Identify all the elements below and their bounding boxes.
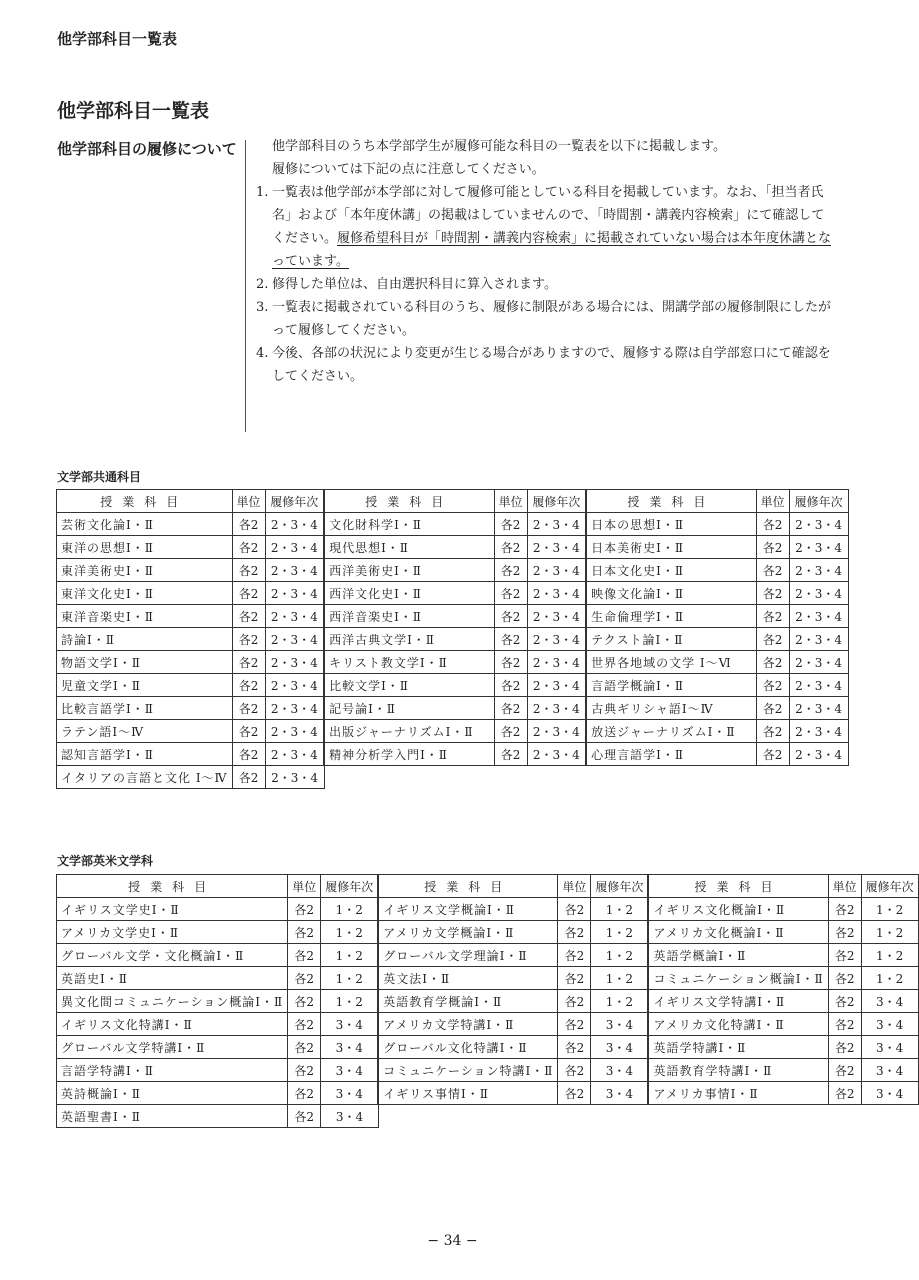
course-years: 3・4 bbox=[591, 1059, 649, 1082]
empty-cell bbox=[861, 1105, 918, 1128]
course-units: 各2 bbox=[756, 582, 789, 605]
course-units: 各2 bbox=[756, 605, 789, 628]
course-name: ラテン語Ⅰ〜Ⅳ bbox=[57, 720, 233, 743]
course-name: 英語聖書Ⅰ・Ⅱ bbox=[57, 1105, 288, 1128]
course-name: 精神分析学入門Ⅰ・Ⅱ bbox=[324, 743, 494, 766]
course-name: コミュニケーション概論Ⅰ・Ⅱ bbox=[648, 967, 828, 990]
course-units: 各2 bbox=[558, 1036, 591, 1059]
course-years: 2・3・4 bbox=[789, 720, 848, 743]
header-course: 授業科目 bbox=[586, 490, 756, 513]
course-units: 各2 bbox=[232, 697, 265, 720]
course-units: 各2 bbox=[232, 628, 265, 651]
course-name: イギリス文化概論Ⅰ・Ⅱ bbox=[648, 898, 828, 921]
course-name: グローバル文学理論Ⅰ・Ⅱ bbox=[378, 944, 558, 967]
course-units: 各2 bbox=[558, 921, 591, 944]
course-units: 各2 bbox=[756, 628, 789, 651]
course-name: 認知言語学Ⅰ・Ⅱ bbox=[57, 743, 233, 766]
table-row bbox=[57, 697, 849, 720]
course-units: 各2 bbox=[288, 1082, 321, 1105]
course-years: 2・3・4 bbox=[265, 674, 324, 697]
course-years: 1・2 bbox=[861, 967, 918, 990]
course-name: イタリアの言語と文化 Ⅰ〜Ⅳ bbox=[57, 766, 233, 789]
course-units: 各2 bbox=[494, 605, 527, 628]
course-name: 現代思想Ⅰ・Ⅱ bbox=[324, 536, 494, 559]
course-units: 各2 bbox=[232, 559, 265, 582]
course-units: 各2 bbox=[232, 582, 265, 605]
course-years: 3・4 bbox=[321, 1036, 379, 1059]
divider-line bbox=[245, 140, 246, 432]
header-years: 履修年次 bbox=[789, 490, 848, 513]
note-number: 2. bbox=[256, 277, 269, 292]
course-name: 東洋音楽史Ⅰ・Ⅱ bbox=[57, 605, 233, 628]
empty-cell bbox=[494, 766, 527, 789]
empty-cell bbox=[828, 1105, 861, 1128]
course-name: キリスト教文学Ⅰ・Ⅱ bbox=[324, 651, 494, 674]
course-years: 2・3・4 bbox=[527, 697, 586, 720]
course-units: 各2 bbox=[232, 536, 265, 559]
table-row bbox=[57, 898, 919, 921]
course-name: 東洋の思想Ⅰ・Ⅱ bbox=[57, 536, 233, 559]
course-name: グローバル文学・文化概論Ⅰ・Ⅱ bbox=[57, 944, 288, 967]
intro-body bbox=[256, 135, 836, 388]
table-row bbox=[57, 1013, 919, 1036]
course-name: グローバル文化特講Ⅰ・Ⅱ bbox=[378, 1036, 558, 1059]
course-years: 1・2 bbox=[591, 944, 649, 967]
course-units: 各2 bbox=[232, 513, 265, 536]
course-name: アメリカ文化概論Ⅰ・Ⅱ bbox=[648, 921, 828, 944]
page-title: 他学部科目一覧表 bbox=[57, 100, 210, 122]
course-years: 3・4 bbox=[861, 1013, 918, 1036]
course-units: 各2 bbox=[558, 1013, 591, 1036]
table-row bbox=[57, 990, 919, 1013]
table-row bbox=[57, 536, 849, 559]
course-years: 2・3・4 bbox=[789, 697, 848, 720]
note-text: 修得した単位は、自由選択科目に算入されます。 bbox=[272, 277, 557, 292]
course-name: イギリス文学史Ⅰ・Ⅱ bbox=[57, 898, 288, 921]
header-years: 履修年次 bbox=[591, 875, 649, 898]
header-units: 単位 bbox=[756, 490, 789, 513]
course-units: 各2 bbox=[288, 921, 321, 944]
header-course: 授業科目 bbox=[57, 490, 233, 513]
course-units: 各2 bbox=[232, 651, 265, 674]
course-units: 各2 bbox=[494, 674, 527, 697]
course-name: 西洋文化史Ⅰ・Ⅱ bbox=[324, 582, 494, 605]
course-units: 各2 bbox=[558, 944, 591, 967]
course-name: コミュニケーション特講Ⅰ・Ⅱ bbox=[378, 1059, 558, 1082]
table-row bbox=[57, 1059, 919, 1082]
course-name: アメリカ文化特講Ⅰ・Ⅱ bbox=[648, 1013, 828, 1036]
course-years: 2・3・4 bbox=[789, 743, 848, 766]
course-units: 各2 bbox=[494, 651, 527, 674]
course-years: 2・3・4 bbox=[527, 674, 586, 697]
course-name: 比較文学Ⅰ・Ⅱ bbox=[324, 674, 494, 697]
course-name: アメリカ文学特講Ⅰ・Ⅱ bbox=[378, 1013, 558, 1036]
course-years: 2・3・4 bbox=[789, 559, 848, 582]
table-row bbox=[57, 513, 849, 536]
course-units: 各2 bbox=[828, 990, 861, 1013]
course-units: 各2 bbox=[288, 898, 321, 921]
course-units: 各2 bbox=[288, 1013, 321, 1036]
course-years: 3・4 bbox=[321, 1082, 379, 1105]
course-name: 異文化間コミュニケーション概論Ⅰ・Ⅱ bbox=[57, 990, 288, 1013]
course-units: 各2 bbox=[756, 651, 789, 674]
course-units: 各2 bbox=[494, 720, 527, 743]
header-units: 単位 bbox=[288, 875, 321, 898]
course-name: 日本の思想Ⅰ・Ⅱ bbox=[586, 513, 756, 536]
course-units: 各2 bbox=[756, 536, 789, 559]
note-text: 一覧表は他学部が本学部に対して履修可能としている科目を掲載しています。なお、「担当者氏名」および「本年度休講」の掲載はしていませんので、「時間割・講義内容検索」にて確認してください。 bbox=[272, 185, 825, 246]
table-row bbox=[57, 628, 849, 651]
course-years: 1・2 bbox=[591, 898, 649, 921]
course-units: 各2 bbox=[288, 1036, 321, 1059]
course-years: 3・4 bbox=[591, 1036, 649, 1059]
empty-cell bbox=[527, 766, 586, 789]
course-years: 3・4 bbox=[861, 1036, 918, 1059]
course-name: 東洋文化史Ⅰ・Ⅱ bbox=[57, 582, 233, 605]
course-years: 2・3・4 bbox=[527, 582, 586, 605]
section-title-english-american: 文学部英米文学科 bbox=[57, 854, 154, 868]
course-name: アメリカ文学史Ⅰ・Ⅱ bbox=[57, 921, 288, 944]
note-number: 4. bbox=[256, 346, 269, 361]
header-course: 授業科目 bbox=[378, 875, 558, 898]
course-years: 1・2 bbox=[321, 967, 379, 990]
empty-cell bbox=[558, 1105, 591, 1128]
course-name: 物語文学Ⅰ・Ⅱ bbox=[57, 651, 233, 674]
course-name: 記号論Ⅰ・Ⅱ bbox=[324, 697, 494, 720]
course-name: 英語学概論Ⅰ・Ⅱ bbox=[648, 944, 828, 967]
note-item bbox=[256, 181, 836, 273]
header-units: 単位 bbox=[828, 875, 861, 898]
course-name: 日本文化史Ⅰ・Ⅱ bbox=[586, 559, 756, 582]
course-years: 2・3・4 bbox=[527, 559, 586, 582]
course-units: 各2 bbox=[828, 1082, 861, 1105]
course-years: 2・3・4 bbox=[789, 536, 848, 559]
empty-cell bbox=[378, 1105, 558, 1128]
empty-cell bbox=[591, 1105, 649, 1128]
course-years: 3・4 bbox=[861, 1059, 918, 1082]
course-units: 各2 bbox=[828, 1013, 861, 1036]
table-row bbox=[57, 1036, 919, 1059]
course-years: 1・2 bbox=[861, 921, 918, 944]
course-name: 世界各地域の文学 Ⅰ〜Ⅵ bbox=[586, 651, 756, 674]
course-units: 各2 bbox=[828, 898, 861, 921]
course-years: 2・3・4 bbox=[265, 559, 324, 582]
course-years: 2・3・4 bbox=[527, 628, 586, 651]
course-years: 2・3・4 bbox=[527, 513, 586, 536]
header-course: 授業科目 bbox=[648, 875, 828, 898]
course-table-common bbox=[56, 489, 849, 789]
course-years: 2・3・4 bbox=[265, 605, 324, 628]
course-units: 各2 bbox=[558, 1082, 591, 1105]
table-row bbox=[57, 743, 849, 766]
course-years: 2・3・4 bbox=[789, 513, 848, 536]
empty-cell bbox=[586, 766, 756, 789]
course-years: 2・3・4 bbox=[789, 605, 848, 628]
course-units: 各2 bbox=[756, 720, 789, 743]
course-units: 各2 bbox=[558, 990, 591, 1013]
note-text-wrap bbox=[272, 181, 836, 273]
table-row bbox=[57, 766, 849, 789]
course-name: 放送ジャーナリズムⅠ・Ⅱ bbox=[586, 720, 756, 743]
course-name: 英文法Ⅰ・Ⅱ bbox=[378, 967, 558, 990]
course-name: イギリス文学特講Ⅰ・Ⅱ bbox=[648, 990, 828, 1013]
course-name: アメリカ文学概論Ⅰ・Ⅱ bbox=[378, 921, 558, 944]
empty-cell bbox=[756, 766, 789, 789]
course-years: 2・3・4 bbox=[265, 766, 324, 789]
intro-lead-1: 他学部科目のうち本学部学生が履修可能な科目の一覧表を以下に掲載します。 bbox=[272, 139, 726, 154]
course-units: 各2 bbox=[232, 766, 265, 789]
course-years: 1・2 bbox=[321, 944, 379, 967]
course-units: 各2 bbox=[828, 1036, 861, 1059]
table-row bbox=[57, 559, 849, 582]
course-name: テクスト論Ⅰ・Ⅱ bbox=[586, 628, 756, 651]
course-units: 各2 bbox=[756, 743, 789, 766]
course-years: 2・3・4 bbox=[789, 651, 848, 674]
table-row bbox=[57, 674, 849, 697]
course-name: 心理言語学Ⅰ・Ⅱ bbox=[586, 743, 756, 766]
course-years: 3・4 bbox=[861, 1082, 918, 1105]
course-years: 1・2 bbox=[321, 921, 379, 944]
course-name: 英語教育学概論Ⅰ・Ⅱ bbox=[378, 990, 558, 1013]
course-years: 1・2 bbox=[591, 990, 649, 1013]
table-row bbox=[57, 944, 919, 967]
course-years: 1・2 bbox=[591, 921, 649, 944]
course-name: 言語学特講Ⅰ・Ⅱ bbox=[57, 1059, 288, 1082]
course-name: 英詩概論Ⅰ・Ⅱ bbox=[57, 1082, 288, 1105]
course-years: 2・3・4 bbox=[265, 651, 324, 674]
header-years: 履修年次 bbox=[265, 490, 324, 513]
notes-list bbox=[256, 181, 836, 388]
note-item bbox=[256, 296, 836, 342]
running-head: 他学部科目一覧表 bbox=[57, 30, 178, 48]
page-number: − 34 − bbox=[427, 1233, 478, 1249]
course-years: 2・3・4 bbox=[265, 536, 324, 559]
table-row bbox=[57, 967, 919, 990]
intro-heading: 他学部科目の履修について bbox=[57, 140, 237, 158]
course-units: 各2 bbox=[494, 743, 527, 766]
table-row bbox=[57, 651, 849, 674]
course-name: 比較言語学Ⅰ・Ⅱ bbox=[57, 697, 233, 720]
header-units: 単位 bbox=[558, 875, 591, 898]
course-name: イギリス文学概論Ⅰ・Ⅱ bbox=[378, 898, 558, 921]
course-years: 2・3・4 bbox=[789, 628, 848, 651]
course-name: アメリカ事情Ⅰ・Ⅱ bbox=[648, 1082, 828, 1105]
course-years: 2・3・4 bbox=[527, 651, 586, 674]
course-units: 各2 bbox=[558, 967, 591, 990]
course-units: 各2 bbox=[494, 559, 527, 582]
course-units: 各2 bbox=[494, 582, 527, 605]
table-row bbox=[57, 720, 849, 743]
course-years: 2・3・4 bbox=[265, 628, 324, 651]
course-units: 各2 bbox=[494, 628, 527, 651]
course-units: 各2 bbox=[756, 674, 789, 697]
header-course: 授業科目 bbox=[57, 875, 288, 898]
course-units: 各2 bbox=[288, 1105, 321, 1128]
note-item bbox=[256, 273, 836, 296]
header-units: 単位 bbox=[494, 490, 527, 513]
course-years: 2・3・4 bbox=[265, 720, 324, 743]
course-name: イギリス事情Ⅰ・Ⅱ bbox=[378, 1082, 558, 1105]
course-years: 2・3・4 bbox=[789, 582, 848, 605]
course-units: 各2 bbox=[288, 944, 321, 967]
header-years: 履修年次 bbox=[321, 875, 379, 898]
header-course: 授業科目 bbox=[324, 490, 494, 513]
course-name: 映像文化論Ⅰ・Ⅱ bbox=[586, 582, 756, 605]
course-table-english bbox=[56, 874, 919, 1128]
course-name: 英語史Ⅰ・Ⅱ bbox=[57, 967, 288, 990]
intro-lead-2: 履修については下記の点に注意してください。 bbox=[272, 162, 545, 177]
course-name: イギリス文化特講Ⅰ・Ⅱ bbox=[57, 1013, 288, 1036]
course-units: 各2 bbox=[828, 944, 861, 967]
course-name: グローバル文学特講Ⅰ・Ⅱ bbox=[57, 1036, 288, 1059]
course-years: 1・2 bbox=[861, 944, 918, 967]
course-units: 各2 bbox=[494, 513, 527, 536]
course-units: 各2 bbox=[232, 605, 265, 628]
empty-cell bbox=[648, 1105, 828, 1128]
course-units: 各2 bbox=[756, 513, 789, 536]
table-row bbox=[57, 921, 919, 944]
course-years: 2・3・4 bbox=[265, 697, 324, 720]
course-name: 東洋美術史Ⅰ・Ⅱ bbox=[57, 559, 233, 582]
course-years: 3・4 bbox=[591, 1082, 649, 1105]
course-units: 各2 bbox=[558, 898, 591, 921]
table-header-row bbox=[57, 490, 849, 513]
course-years: 2・3・4 bbox=[527, 605, 586, 628]
course-units: 各2 bbox=[828, 967, 861, 990]
header-years: 履修年次 bbox=[861, 875, 918, 898]
table-header-row bbox=[57, 875, 919, 898]
course-years: 3・4 bbox=[861, 990, 918, 1013]
course-name: 言語学概論Ⅰ・Ⅱ bbox=[586, 674, 756, 697]
empty-cell bbox=[789, 766, 848, 789]
table-row bbox=[57, 1105, 919, 1128]
course-years: 3・4 bbox=[321, 1105, 379, 1128]
note-text: 一覧表に掲載されている科目のうち、履修に制限がある場合には、開講学部の履修制限にしたがって履修してください。 bbox=[272, 300, 832, 338]
course-years: 1・2 bbox=[861, 898, 918, 921]
course-units: 各2 bbox=[558, 1059, 591, 1082]
header-years: 履修年次 bbox=[527, 490, 586, 513]
course-name: 西洋音楽史Ⅰ・Ⅱ bbox=[324, 605, 494, 628]
course-name: 詩論Ⅰ・Ⅱ bbox=[57, 628, 233, 651]
course-name: 文化財科学Ⅰ・Ⅱ bbox=[324, 513, 494, 536]
course-years: 3・4 bbox=[321, 1059, 379, 1082]
course-years: 2・3・4 bbox=[265, 582, 324, 605]
note-underlined-text: 履修希望科目が「時間割・講義内容検索」に掲載されていない場合は本年度休講となっています。 bbox=[272, 231, 832, 269]
course-name: 英語教育学特講Ⅰ・Ⅱ bbox=[648, 1059, 828, 1082]
course-years: 1・2 bbox=[321, 990, 379, 1013]
course-years: 2・3・4 bbox=[265, 743, 324, 766]
course-years: 2・3・4 bbox=[527, 720, 586, 743]
course-years: 2・3・4 bbox=[527, 743, 586, 766]
course-units: 各2 bbox=[288, 990, 321, 1013]
course-units: 各2 bbox=[756, 697, 789, 720]
note-text: 今後、各部の状況により変更が生じる場合がありますので、履修する際は自学部窓口にて確認をしてください。 bbox=[272, 346, 831, 384]
course-units: 各2 bbox=[288, 1059, 321, 1082]
course-years: 2・3・4 bbox=[789, 674, 848, 697]
course-years: 2・3・4 bbox=[265, 513, 324, 536]
course-name: 西洋美術史Ⅰ・Ⅱ bbox=[324, 559, 494, 582]
note-number: 1. bbox=[256, 185, 269, 200]
course-name: 出版ジャーナリズムⅠ・Ⅱ bbox=[324, 720, 494, 743]
course-units: 各2 bbox=[288, 967, 321, 990]
table-row bbox=[57, 605, 849, 628]
course-units: 各2 bbox=[756, 559, 789, 582]
course-years: 1・2 bbox=[321, 898, 379, 921]
note-item bbox=[256, 342, 836, 388]
header-units: 単位 bbox=[232, 490, 265, 513]
course-units: 各2 bbox=[828, 921, 861, 944]
course-units: 各2 bbox=[494, 697, 527, 720]
course-name: 西洋古典文学Ⅰ・Ⅱ bbox=[324, 628, 494, 651]
course-name: 生命倫理学Ⅰ・Ⅱ bbox=[586, 605, 756, 628]
course-name: 児童文学Ⅰ・Ⅱ bbox=[57, 674, 233, 697]
course-name: 英語学特講Ⅰ・Ⅱ bbox=[648, 1036, 828, 1059]
note-number: 3. bbox=[256, 300, 269, 315]
course-units: 各2 bbox=[828, 1059, 861, 1082]
course-units: 各2 bbox=[232, 720, 265, 743]
course-years: 3・4 bbox=[321, 1013, 379, 1036]
course-name: 芸術文化論Ⅰ・Ⅱ bbox=[57, 513, 233, 536]
course-units: 各2 bbox=[494, 536, 527, 559]
section-title-bungakubu-common: 文学部共通科目 bbox=[57, 470, 142, 484]
course-name: 日本美術史Ⅰ・Ⅱ bbox=[586, 536, 756, 559]
course-units: 各2 bbox=[232, 674, 265, 697]
course-years: 1・2 bbox=[591, 967, 649, 990]
course-units: 各2 bbox=[232, 743, 265, 766]
table-row bbox=[57, 1082, 919, 1105]
table-row bbox=[57, 582, 849, 605]
course-years: 2・3・4 bbox=[527, 536, 586, 559]
course-years: 3・4 bbox=[591, 1013, 649, 1036]
course-name: 古典ギリシャ語Ⅰ〜Ⅳ bbox=[586, 697, 756, 720]
empty-cell bbox=[324, 766, 494, 789]
